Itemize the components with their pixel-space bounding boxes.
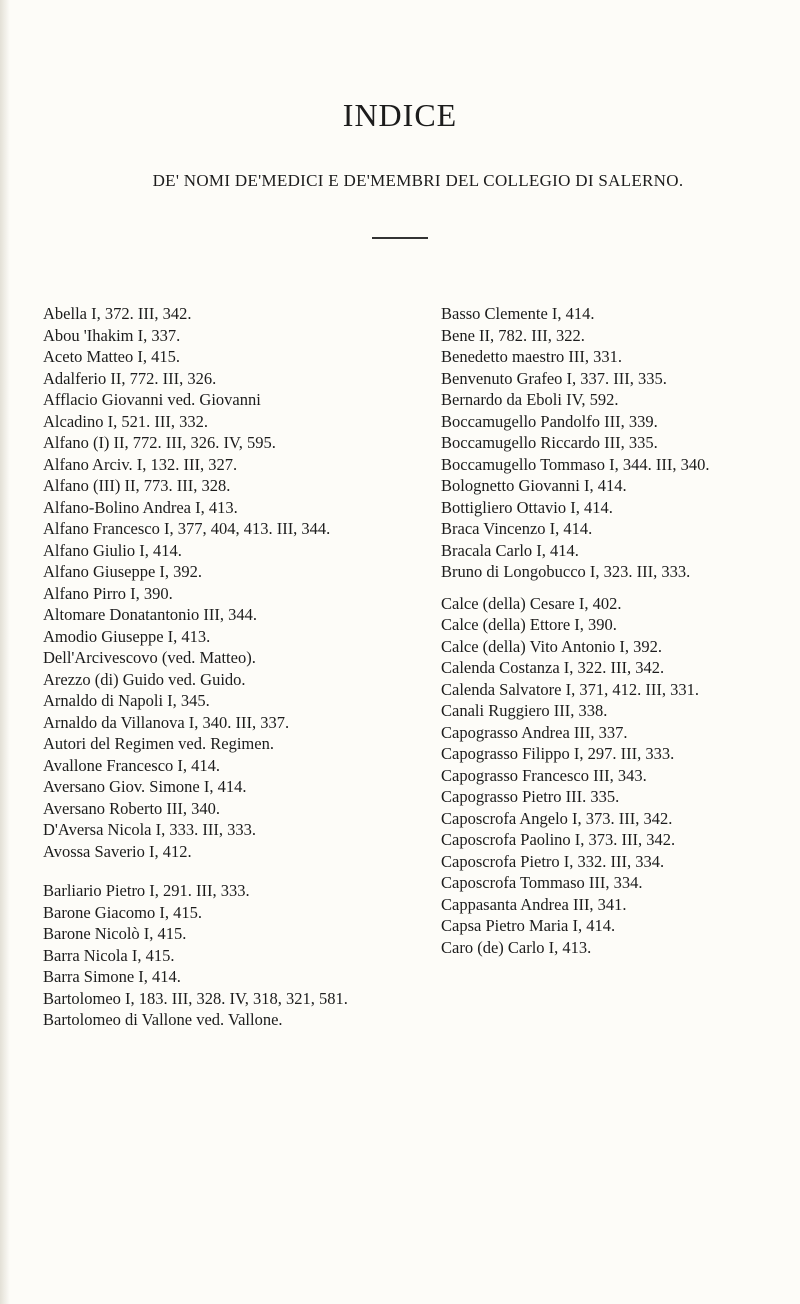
page-subtitle: DE' NOMI DE'MEDICI E DE'MEMBRI DEL COLLEGIO DI SALERNO.: [152, 171, 684, 190]
index-column-left: [43, 303, 373, 1031]
index-entry: Alfano (I) II, 772. III, 326. IV, 595.: [43, 433, 276, 452]
index-entry: Arnaldo da Villanova I, 340. III, 337.: [43, 712, 290, 732]
index-entry: Capograsso Francesco III, 343.: [441, 765, 647, 785]
index-entry: Capsa Pietro Maria I, 414.: [441, 916, 616, 935]
index-entry: Bartolomeo di Vallone ved. Vallone.: [43, 1010, 283, 1029]
index-entry: Bracala Carlo I, 414.: [441, 540, 579, 560]
index-entry: Barra Simone I, 414.: [43, 967, 181, 986]
index-entry: Calenda Costanza I, 322. III, 342.: [441, 658, 665, 677]
index-entry: Adalferio II, 772. III, 326.: [43, 368, 217, 388]
index-entry: Bartolomeo I, 183. III, 328. IV, 318, 321, 581.: [43, 988, 348, 1008]
index-entry: Caposcrofa Angelo I, 373. III, 342.: [441, 808, 673, 828]
index-entry: Alfano Giulio I, 414.: [43, 540, 182, 560]
page-title: INDICE: [342, 97, 458, 133]
index-entry: Aversano Roberto III, 340.: [43, 798, 221, 818]
index-entry: Canali Ruggiero III, 338.: [441, 701, 608, 720]
index-entry: Bene II, 782. III, 322.: [441, 325, 585, 345]
index-entry: Afflacio Giovanni ved. Giovanni: [43, 390, 261, 409]
index-entry: D'Aversa Nicola I, 333. III, 333.: [43, 820, 256, 839]
index-entry: Benedetto maestro III, 331.: [441, 347, 622, 366]
index-entry: Benvenuto Grafeo I, 337. III, 335.: [441, 368, 667, 388]
index-entry: Alfano Giuseppe I, 392.: [43, 562, 203, 581]
index-entry: Altomare Donatantonio III, 344.: [43, 605, 257, 624]
index-entry: Basso Clemente I, 414.: [441, 304, 595, 323]
index-entry: Calenda Salvatore I, 371, 412. III, 331.: [441, 679, 699, 699]
index-entry: Capograsso Filippo I, 297. III, 333.: [441, 744, 675, 763]
index-entry: Capograsso Pietro III. 335.: [441, 787, 620, 806]
index-entry: Avossa Saverio I, 412.: [43, 841, 192, 861]
index-entry: Cappasanta Andrea III, 341.: [441, 894, 627, 914]
index-entry: Alfano Pirro I, 390.: [43, 583, 173, 603]
index-entry: Caposcrofa Tommaso III, 334.: [441, 873, 643, 892]
index-column-right: [441, 303, 771, 958]
index-entry: Boccamugello Tommaso I, 344. III, 340.: [441, 454, 710, 474]
index-entry: Autori del Regimen ved. Regimen.: [43, 734, 274, 753]
index-entry: Barone Giacomo I, 415.: [43, 902, 202, 922]
index-entry: Barra Nicola I, 415.: [43, 945, 175, 965]
index-entry: Boccamugello Riccardo III, 335.: [441, 433, 658, 452]
index-entry: Caposcrofa Paolino I, 373. III, 342.: [441, 830, 676, 849]
index-entry: Boccamugello Pandolfo III, 339.: [441, 411, 658, 431]
index-entry: Abou 'Ihakim I, 337.: [43, 325, 181, 345]
index-entry: Aceto Matteo I, 415.: [43, 347, 181, 366]
index-entry: Braca Vincenzo I, 414.: [441, 519, 593, 538]
index-entry: Calce (della) Vito Antonio I, 392.: [441, 636, 662, 656]
index-entry: Calce (della) Ettore I, 390.: [441, 615, 617, 634]
section-gap: [43, 862, 373, 880]
index-entry: Caro (de) Carlo I, 413.: [441, 937, 592, 957]
section-gap: [441, 583, 771, 593]
index-entry: Capograsso Andrea III, 337.: [441, 722, 628, 742]
index-entry: Alfano Arciv. I, 132. III, 327.: [43, 454, 238, 474]
index-entry: Arnaldo di Napoli I, 345.: [43, 691, 210, 710]
index-entry: Avallone Francesco I, 414.: [43, 755, 221, 775]
index-entry: Barone Nicolò I, 415.: [43, 924, 187, 943]
page-edge-shadow: [0, 0, 10, 1304]
index-entry: Arezzo (di) Guido ved. Guido.: [43, 669, 246, 689]
index-entry: Caposcrofa Pietro I, 332. III, 334.: [441, 851, 665, 871]
index-entry: Calce (della) Cesare I, 402.: [441, 593, 622, 613]
index-entry: Aversano Giov. Simone I, 414.: [43, 777, 247, 796]
index-entry: Alcadino I, 521. III, 332.: [43, 411, 208, 431]
title-divider: [372, 237, 428, 239]
index-entry: Bottigliero Ottavio I, 414.: [441, 497, 613, 517]
index-entry: Alfano-Bolino Andrea I, 413.: [43, 497, 238, 517]
index-entry: Amodio Giuseppe I, 413.: [43, 626, 211, 646]
index-entry: Bolognetto Giovanni I, 414.: [441, 476, 627, 495]
index-entry: Bruno di Longobucco I, 323. III, 333.: [441, 562, 691, 581]
index-entry: Bernardo da Eboli IV, 592.: [441, 390, 619, 409]
index-entry: Barliario Pietro I, 291. III, 333.: [43, 881, 250, 900]
index-entry: Abella I, 372. III, 342.: [43, 304, 192, 323]
index-entry: Dell'Arcivescovo (ved. Matteo).: [43, 648, 256, 667]
index-entry: Alfano (III) II, 773. III, 328.: [43, 476, 231, 495]
index-entry: Alfano Francesco I, 377, 404, 413. III, 344.: [43, 519, 331, 538]
